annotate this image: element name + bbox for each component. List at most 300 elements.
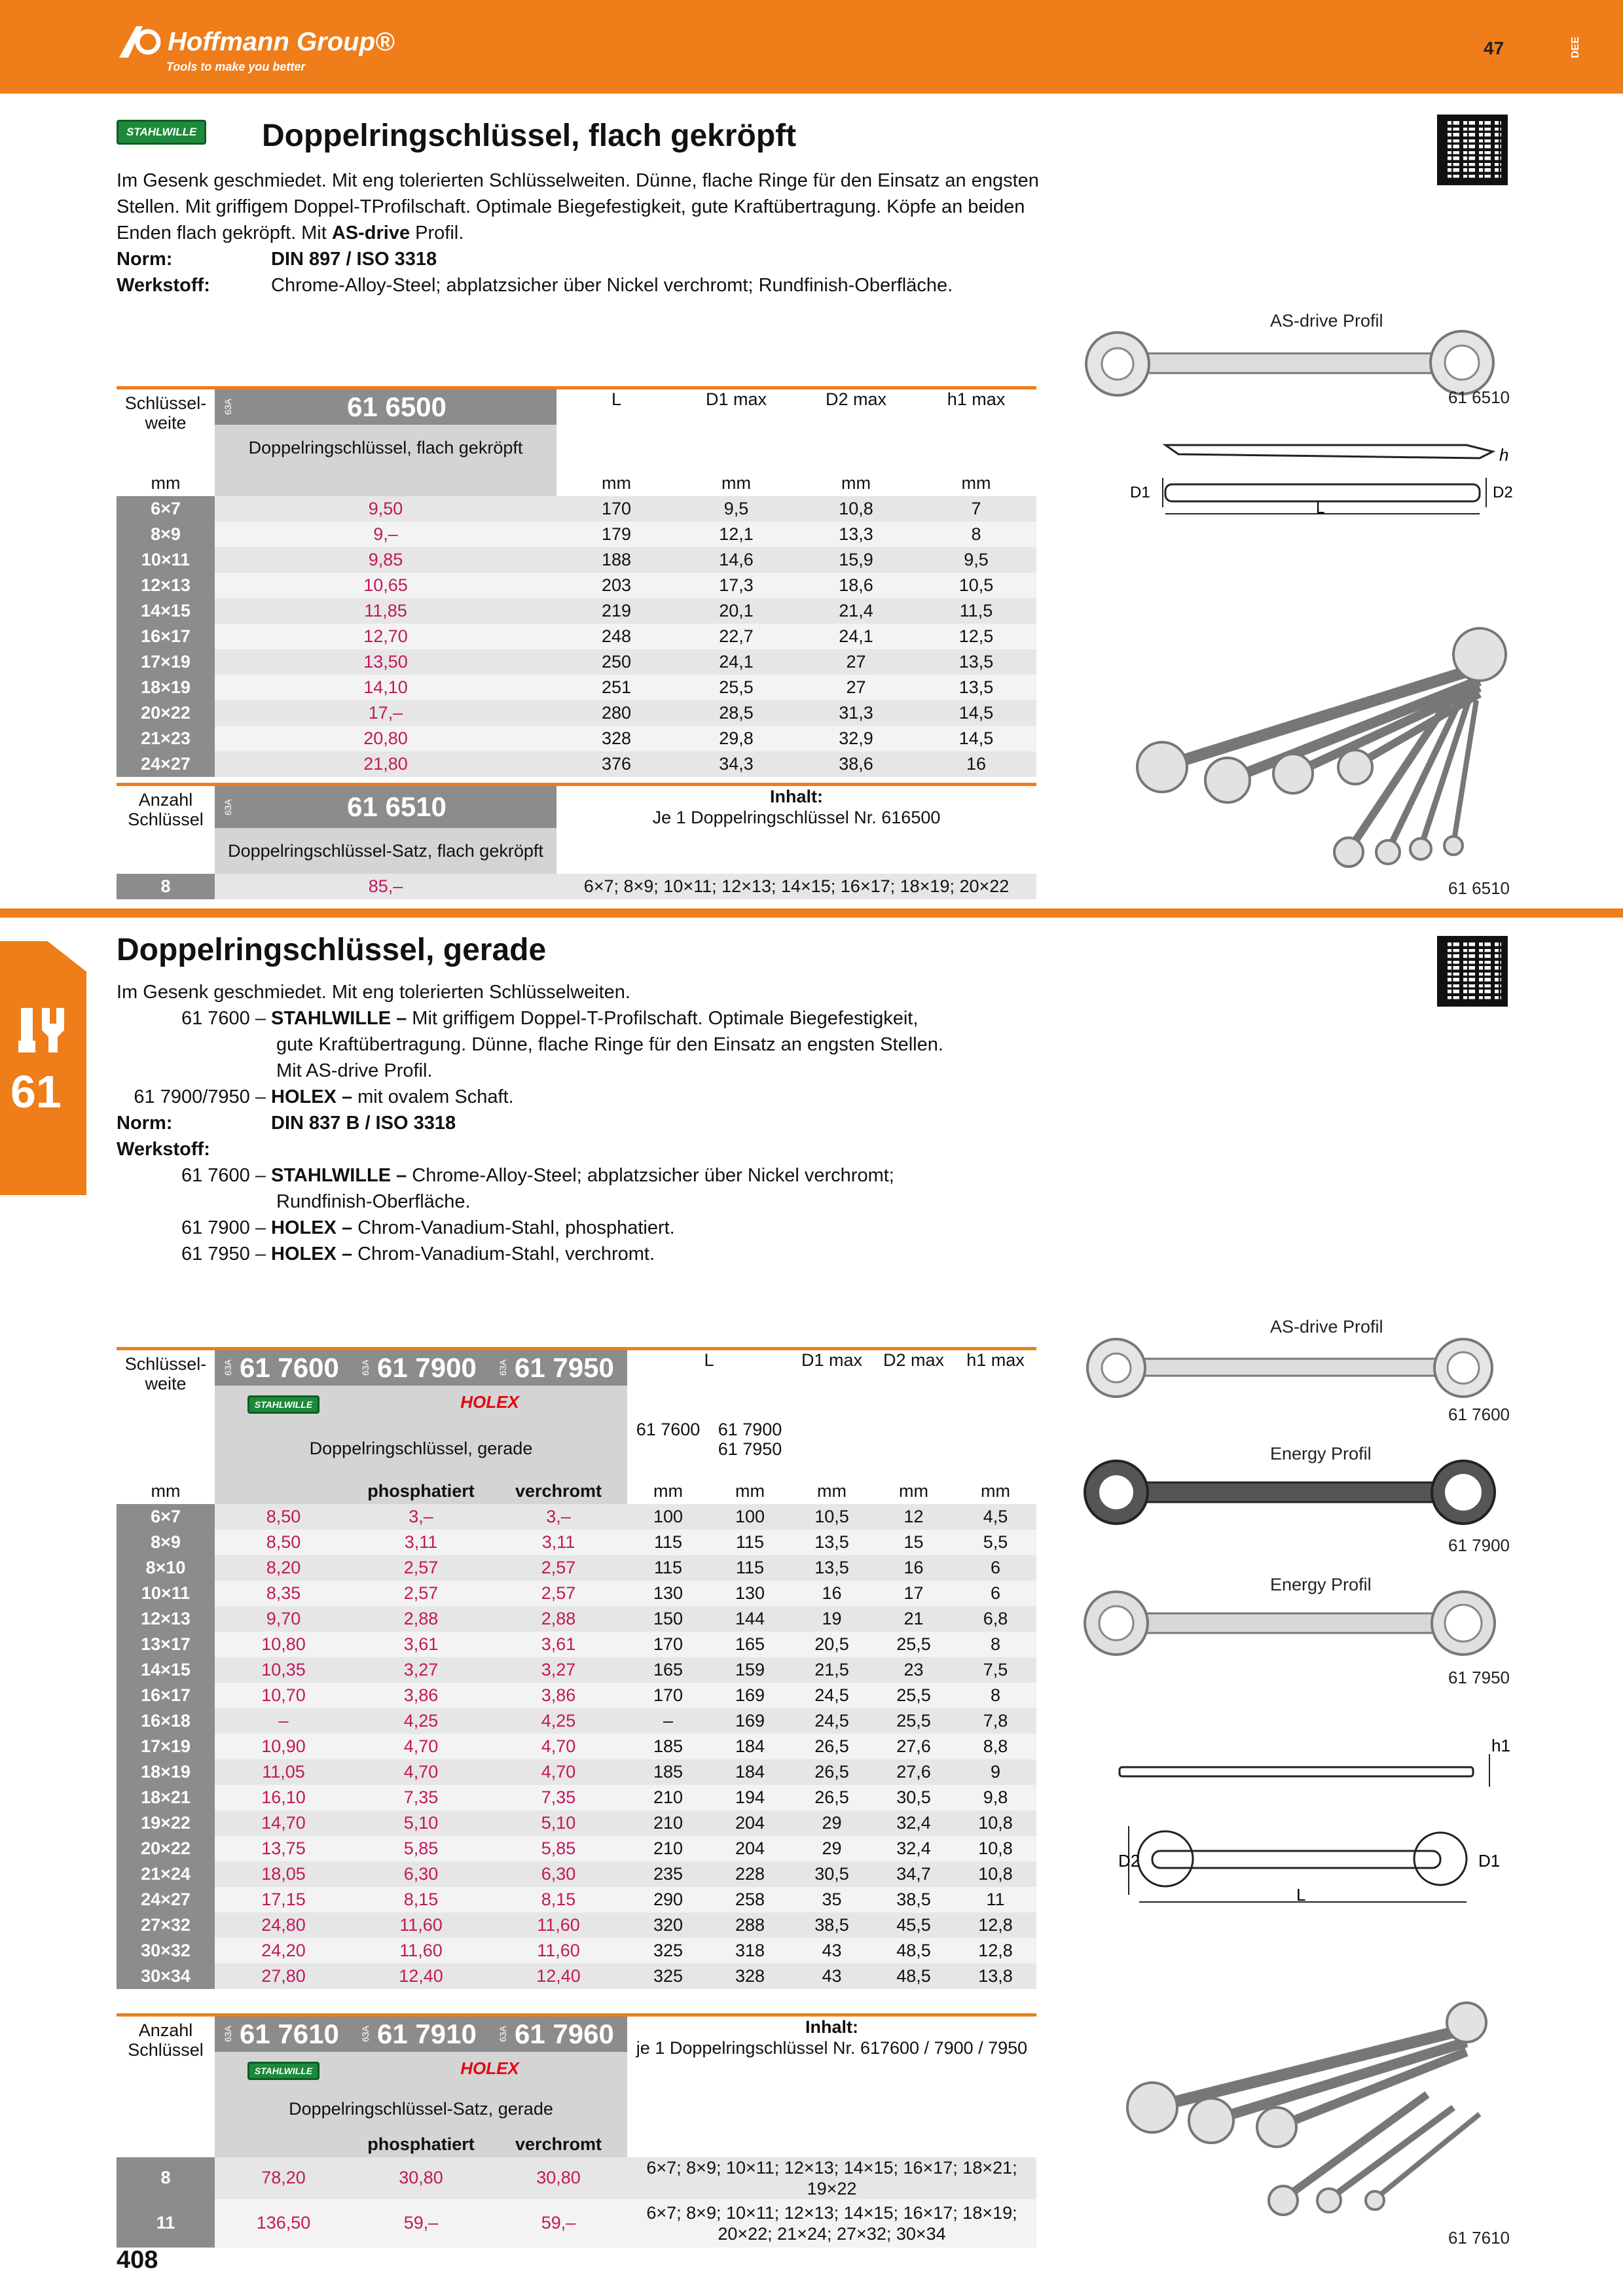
price-cell: 6,30: [490, 1861, 627, 1887]
price-cell: 10,90: [215, 1734, 352, 1759]
price-cell: 5,85: [352, 1836, 490, 1861]
price-cell: 14,70: [215, 1810, 352, 1836]
price-cell: 11,60: [490, 1912, 627, 1938]
table-cell: 16: [791, 1581, 873, 1606]
svg-text:D2: D2: [1118, 1851, 1140, 1871]
price-cell: 8,15: [352, 1887, 490, 1912]
table-cell: 115: [627, 1555, 709, 1581]
price-cell: 4,70: [352, 1759, 490, 1785]
table-row: [117, 700, 1036, 726]
table-cell: 184: [709, 1734, 791, 1759]
qr-code-icon[interactable]: [1437, 936, 1508, 1007]
hoffmann-logo-icon: [117, 24, 162, 60]
table-cell: 24,5: [791, 1683, 873, 1708]
svg-text:D1: D1: [1478, 1851, 1501, 1871]
size-cell: 19×22: [117, 1810, 215, 1836]
section2-table: Schlüssel- weite 63A 61 7600 63A 61 7900 63A 61 7950 L D1 max D2 max h1 max STAHLWILLE HOLEX Doppelringschlüssel, gerade 61 7600 61 7900 61 7950 mm phosphatiert verchromt mm mm mm mm mm 6×7 8,50 3,– 3,– 100 100 10,5 12 4,5 8×9 8,50 3,11 3,11 115 115 13,5 15 5,5 8×10 8,20 2,57 2,57 115 115 13,5 16 6 10×11 8,35 2,57 2,57 130 130 16 17 6 12×13 9,70 2,88 2,88 150 144 19 21 6,8 13×17 10,80 3,61 3,61 170 165 20,5 25,5 8 14×15 10,35 3,27 3,27 165 159 21,5 23 7,5 16×17 10,70 3,86 3,86 170 169 24,5 25,5 8 16×18 – 4,25 4,25 – 169 24,5 25,5 7,8 17×19 10,90 4,70 4,70 185 184 26,5 27,6 8,8 18×19 11,05 4,70 4,70 185 184 26,5 27,6 9 18×21 16,10 7,35 7,35 210 194 26,5 30,5 9,8 19×22 14,70 5,10 5,10 210 204 29 32,4 10,8 20×22 13,75 5,85 5,85 210 204 29 32,4 10,8 21×24 18,05 6,30 6,30 235 228 30,5 34,7 10,8 24×27 17,15 8,15 8,15 290 258 35 38,5 11 27×32 24,80 11,60 11,60 320 288 38,5 45,5 12,8 30×32 24,20 11,60 11,60 325 318 43 48,5 12,8 30×34 27,80 12,40 12,40 325 328 43 48,5 13,8: [117, 1347, 1036, 1989]
price-cell: 12,40: [490, 1964, 627, 1989]
table-cell: 235: [627, 1861, 709, 1887]
table-cell: 24,1: [676, 649, 796, 675]
table-row: [117, 2157, 1036, 2199]
price-cell: 4,25: [352, 1708, 490, 1734]
table-cell: 210: [627, 1785, 709, 1810]
size-cell: 17×19: [117, 649, 215, 675]
price-cell: 24,20: [215, 1938, 352, 1964]
table-cell: 24,1: [796, 624, 916, 649]
size-cell: 21×23: [117, 726, 215, 751]
section1-table: Schlüssel- weite 63A 61 6500 L D1 max D2 max h1 max Doppelringschlüssel, flach gekröpft mm mm mm mm mm 6×7 9,50 170 9,5 10,8 7 8×9 9,– 179 12,1 13,3 8 10×11 9,85 188 14,6 15,9 9,5 12×13 10,65 203 17,3 18,6 10,5 14×15 11,85 219 20,1 21,4 11,5 16×17 12,70 248 22,7 24,1 12,5 17×19 13,50 250 24,1 27 13,5 18×19 14,10 251 25,5 27 13,5 20×22 17,– 280 28,5 31,3 14,5 21×23 20,80 328 29,8 32,9 14,5 24×27 21,80 376 34,3 38,6 16: [117, 386, 1036, 777]
size-cell: 8×10: [117, 1555, 215, 1581]
table-cell: 38,5: [791, 1912, 873, 1938]
table-cell: 34,3: [676, 751, 796, 777]
table-cell: 34,7: [873, 1861, 955, 1887]
table-cell: –: [627, 1708, 709, 1734]
table-cell: 328: [556, 726, 676, 751]
description-line: [117, 1031, 1099, 1058]
table-cell: 328: [709, 1964, 791, 1989]
table-cell: 288: [709, 1912, 791, 1938]
table-cell: 25,5: [873, 1708, 955, 1734]
table-cell: 210: [627, 1836, 709, 1861]
table-cell: 14,5: [916, 700, 1036, 726]
price-cell: 3,–: [352, 1504, 490, 1530]
table-row: [117, 624, 1036, 649]
table-cell: 6,8: [955, 1606, 1036, 1632]
item-code: 61 7950 –: [181, 1244, 266, 1265]
table-cell: 10,8: [796, 496, 916, 522]
price-cell: 3,27: [352, 1657, 490, 1683]
table-cell: 4,5: [955, 1504, 1036, 1530]
size-cell: 14×15: [117, 1657, 215, 1683]
table-cell: 165: [627, 1657, 709, 1683]
item-code: 61 7900 –: [181, 1217, 266, 1238]
table-cell: 15,9: [796, 547, 916, 573]
price-cell: 18,05: [215, 1861, 352, 1887]
table-cell: 27: [796, 649, 916, 675]
table-cell: 8,8: [955, 1734, 1036, 1759]
table-row: [117, 1938, 1036, 1964]
table-cell: 169: [709, 1683, 791, 1708]
material-line: [117, 1162, 1099, 1189]
size-cell: 13×17: [117, 1632, 215, 1657]
table-cell: 43: [791, 1964, 873, 1989]
table-cell: 27: [796, 675, 916, 700]
svg-text:h: h: [1499, 445, 1509, 465]
item-brand: [271, 1060, 276, 1081]
table-cell: 115: [709, 1530, 791, 1555]
table-cell: 318: [709, 1938, 791, 1964]
table-cell: 5,5: [955, 1530, 1036, 1555]
price-cell: 59,–: [352, 2199, 490, 2248]
product-number: 61 6500: [347, 391, 447, 422]
size-cell: 17×19: [117, 1734, 215, 1759]
price-cell: 2,88: [352, 1606, 490, 1632]
table-row: [117, 1683, 1036, 1708]
table-cell: 219: [556, 598, 676, 624]
table-cell: 38,6: [796, 751, 916, 777]
price-cell: 4,70: [490, 1759, 627, 1785]
table-cell: 170: [556, 496, 676, 522]
table-cell: 26,5: [791, 1759, 873, 1785]
price-cell: 4,70: [352, 1734, 490, 1759]
size-cell: 10×11: [117, 1581, 215, 1606]
size-cell: 8×9: [117, 1530, 215, 1555]
price-cell: 11,05: [215, 1759, 352, 1785]
svg-text:L: L: [1296, 1885, 1306, 1905]
table-row: [117, 1964, 1036, 1989]
page-number-top: 47: [1484, 38, 1504, 58]
table-row: [117, 1836, 1036, 1861]
size-cell: 18×19: [117, 675, 215, 700]
size-cell: 16×18: [117, 1708, 215, 1734]
table-cell: 184: [709, 1759, 791, 1785]
qty-cell: 11: [117, 2199, 215, 2248]
price-cell: 12,40: [352, 1964, 490, 1989]
price-cell: 21,80: [215, 751, 556, 777]
price-cell: 2,57: [490, 1581, 627, 1606]
table-cell: 9,5: [916, 547, 1036, 573]
table-cell: 7,8: [955, 1708, 1036, 1734]
table-cell: 8: [916, 522, 1036, 547]
table-cell: 10,8: [955, 1861, 1036, 1887]
table-cell: 13,5: [916, 649, 1036, 675]
price-cell: 3,27: [490, 1657, 627, 1683]
table-cell: 228: [709, 1861, 791, 1887]
material-value: Chrome-Alloy-Steel; abplatzsicher über Nickel verchromt; Rundfinish-Oberfläche.: [271, 275, 953, 296]
table-row: [117, 496, 1036, 522]
price-cell: 5,85: [490, 1836, 627, 1861]
size-cell: 18×19: [117, 1759, 215, 1785]
price-cell: –: [215, 1708, 352, 1734]
svg-text:h1: h1: [1491, 1736, 1510, 1755]
table-cell: 320: [627, 1912, 709, 1938]
table-cell: 30,5: [873, 1785, 955, 1810]
size-cell: 21×24: [117, 1861, 215, 1887]
wrench-image: [1077, 1456, 1503, 1528]
brand-tagline: Tools to make you better: [166, 60, 306, 73]
item-code: 61 7600 –: [181, 1165, 266, 1186]
price-cell: 10,80: [215, 1632, 352, 1657]
table-cell: 28,5: [676, 700, 796, 726]
table-cell: 38,5: [873, 1887, 955, 1912]
table-row: [117, 2199, 1036, 2248]
table-cell: 170: [627, 1632, 709, 1657]
svg-text:L: L: [1316, 499, 1325, 517]
table-cell: 10,5: [791, 1504, 873, 1530]
table-cell: 17,3: [676, 573, 796, 598]
table-row: [117, 1504, 1036, 1530]
table-cell: 194: [709, 1785, 791, 1810]
price-cell: 2,57: [490, 1555, 627, 1581]
table-cell: 20,1: [676, 598, 796, 624]
page-number: 408: [117, 2246, 158, 2274]
table-cell: 12,8: [955, 1938, 1036, 1964]
table-cell: 12,8: [955, 1912, 1036, 1938]
section1-title: Doppelringschlüssel, flach gekröpft: [262, 118, 797, 153]
table-cell: 280: [556, 700, 676, 726]
wrench-set-image: [1113, 615, 1519, 877]
table-cell: 376: [556, 751, 676, 777]
table-cell: 7,5: [955, 1657, 1036, 1683]
size-cell: 24×27: [117, 1887, 215, 1912]
table-cell: 204: [709, 1836, 791, 1861]
table-cell: 12: [873, 1504, 955, 1530]
table-cell: 210: [627, 1810, 709, 1836]
table-row: [117, 1632, 1036, 1657]
item-code: 61 7600 –: [181, 1008, 266, 1029]
description-line: [117, 1058, 1099, 1084]
table-cell: 12,1: [676, 522, 796, 547]
table-cell: 32,9: [796, 726, 916, 751]
table-cell: 12,5: [916, 624, 1036, 649]
table-row: [117, 1657, 1036, 1683]
table-cell: 115: [709, 1555, 791, 1581]
wrench-image: [1077, 1335, 1503, 1401]
item-brand: STAHLWILLE –: [271, 1165, 407, 1186]
language-code: DEE: [1570, 37, 1581, 58]
table-cell: 29,8: [676, 726, 796, 751]
table-row: [117, 1581, 1036, 1606]
table-cell: 25,5: [873, 1632, 955, 1657]
item-text: mit ovalem Schaft.: [357, 1086, 514, 1107]
item-text: Mit AS-drive Profil.: [276, 1060, 433, 1081]
price-cell: 136,50: [215, 2199, 352, 2248]
price-cell: 8,50: [215, 1504, 352, 1530]
material-line: [117, 1241, 1099, 1267]
table-cell: 7: [916, 496, 1036, 522]
table-cell: 21,4: [796, 598, 916, 624]
table-cell: 290: [627, 1887, 709, 1912]
price-cell: 59,–: [490, 2199, 627, 2248]
table-cell: 6: [955, 1555, 1036, 1581]
price-cell: 27,80: [215, 1964, 352, 1989]
table-cell: 13,8: [955, 1964, 1036, 1989]
size-cell: 12×13: [117, 1606, 215, 1632]
qty-cell: 8: [117, 2157, 215, 2199]
price-cell: 3,61: [352, 1632, 490, 1657]
table-cell: 325: [627, 1964, 709, 1989]
table-cell: 24,5: [791, 1708, 873, 1734]
item-brand: STAHLWILLE –: [271, 1008, 407, 1029]
table-cell: 21,5: [791, 1657, 873, 1683]
table-cell: 31,3: [796, 700, 916, 726]
table-cell: 26,5: [791, 1785, 873, 1810]
table-cell: 43: [791, 1938, 873, 1964]
table-row: [117, 1734, 1036, 1759]
wrench-category-icon: [16, 1001, 71, 1056]
item-text: gute Kraftübertragung. Dünne, flache Ringe für den Einsatz an engsten Stellen.: [276, 1034, 943, 1055]
section2-set-table: Anzahl Schlüssel 63A 61 7610 63A 61 7910 63A 61 7960 Inhalt: je 1 Doppelringschlüssel Nr. 617600 / 7900 / 7950 STAHLWILLE HOLEX Doppelringschlüssel-Satz, gerade phosphatiert verchromt 8 78,20 30,80 30,80 6×7; 8×9; 10×11; 12×13; 14×15; 16×17; 18×21; 19×22 11 136,50 59,– 59,– 6×7; 8×9; 10×11; 12×13; 14×15; 16×17; 18×19; 20×22; 21×24; 27×32; 30×34: [117, 2013, 1036, 2248]
table-cell: 165: [709, 1632, 791, 1657]
table-cell: 100: [709, 1504, 791, 1530]
item-code: 61 7900/7950 –: [134, 1086, 266, 1107]
price-cell: 9,85: [215, 547, 556, 573]
price-cell: 14,10: [215, 675, 556, 700]
chapter-number: 61: [10, 1066, 62, 1117]
table-cell: 16: [873, 1555, 955, 1581]
description-line: [117, 1005, 1099, 1031]
wrench-set-image: [1113, 1990, 1519, 2225]
table-cell: 26,5: [791, 1734, 873, 1759]
stahlwille-badge: STAHLWILLE: [247, 1395, 319, 1414]
size-cell: 20×22: [117, 1836, 215, 1861]
price-cell: 11,60: [352, 1912, 490, 1938]
table-cell: 22,7: [676, 624, 796, 649]
size-cell: 20×22: [117, 700, 215, 726]
stahlwille-badge: STAHLWILLE: [247, 2062, 319, 2080]
table-cell: 130: [709, 1581, 791, 1606]
size-cell: 27×32: [117, 1912, 215, 1938]
table-cell: 185: [627, 1759, 709, 1785]
price-cell: 10,35: [215, 1657, 352, 1683]
item-text: Mit griffigem Doppel-T-Profilschaft. Optimale Biegefestigkeit,: [412, 1008, 919, 1029]
item-text: Chrom-Vanadium-Stahl, phosphatiert.: [357, 1217, 675, 1238]
table-cell: 21: [873, 1606, 955, 1632]
brand-name: Hoffmann Group®: [168, 27, 395, 56]
price-cell: 16,10: [215, 1785, 352, 1810]
table-row: [117, 649, 1036, 675]
table-cell: 10,5: [916, 573, 1036, 598]
material-line: [117, 1215, 1099, 1241]
price-cell: 3,61: [490, 1632, 627, 1657]
price-cell: 17,–: [215, 700, 556, 726]
price-cell: 9,–: [215, 522, 556, 547]
item-text: Chrome-Alloy-Steel; abplatzsicher über Nickel verchromt;: [412, 1165, 894, 1186]
section1-description: Im Gesenk geschmiedet. Mit eng tolerierten Schlüsselweiten. Dünne, flache Ringe für den Einsatz an engsten Stellen. Mit griffigem Doppel-TProfilschaft. Optimale Biegefestigkeit, gute Kraftübertragung. Köpfe an beiden Enden flach gekröpft. Mit AS-drive Profil. Norm: DIN 897 / ISO 3318 Werkstoff: Chrome-Alloy-Steel; abplatzsicher über Nickel verchromt; Rundfinish-Oberfläche.: [117, 168, 1099, 298]
size-cell: 16×17: [117, 624, 215, 649]
table-row: [117, 598, 1036, 624]
price-cell: 13,75: [215, 1836, 352, 1861]
description-line: [117, 1084, 1099, 1110]
table-cell: 325: [627, 1938, 709, 1964]
price-cell: 24,80: [215, 1912, 352, 1938]
table-cell: 251: [556, 675, 676, 700]
table-cell: 25,5: [676, 675, 796, 700]
price-cell: 8,15: [490, 1887, 627, 1912]
price-cell: 4,70: [490, 1734, 627, 1759]
price-cell: 12,70: [215, 624, 556, 649]
table-row: [117, 751, 1036, 777]
table-row: [117, 1912, 1036, 1938]
material-line: [117, 1189, 1099, 1215]
table-cell: 30,5: [791, 1861, 873, 1887]
price-cell: 78,20: [215, 2157, 352, 2199]
table-cell: 11,5: [916, 598, 1036, 624]
table-cell: 32,4: [873, 1810, 955, 1836]
price-cell: 3,11: [490, 1530, 627, 1555]
price-cell: 3,86: [352, 1683, 490, 1708]
size-cell: 30×34: [117, 1964, 215, 1989]
wrench-image: [1077, 1587, 1503, 1659]
table-cell: 204: [709, 1810, 791, 1836]
price-cell: 9,50: [215, 496, 556, 522]
table-cell: 188: [556, 547, 676, 573]
price-cell: 4,25: [490, 1708, 627, 1734]
price-cell: 6,30: [352, 1861, 490, 1887]
size-cell: 18×21: [117, 1785, 215, 1810]
table-row: [117, 573, 1036, 598]
qr-code-icon[interactable]: [1437, 115, 1508, 185]
item-brand: HOLEX –: [271, 1086, 353, 1107]
table-cell: 170: [627, 1683, 709, 1708]
table-cell: 23: [873, 1657, 955, 1683]
price-cell: 2,57: [352, 1581, 490, 1606]
table-cell: 15: [873, 1530, 955, 1555]
stahlwille-badge: STAHLWILLE: [117, 120, 206, 145]
price-cell: 3,–: [490, 1504, 627, 1530]
section2-title: Doppelringschlüssel, gerade: [117, 933, 547, 967]
table-row: [117, 522, 1036, 547]
table-cell: 17: [873, 1581, 955, 1606]
price-cell: 11,60: [490, 1938, 627, 1964]
size-cell: 12×13: [117, 573, 215, 598]
table-cell: 258: [709, 1887, 791, 1912]
price-cell: 30,80: [490, 2157, 627, 2199]
table-row: [117, 1530, 1036, 1555]
price-cell: 11,85: [215, 598, 556, 624]
price-cell: 10,70: [215, 1683, 352, 1708]
table-cell: 13,5: [791, 1530, 873, 1555]
price-cell: 2,57: [352, 1555, 490, 1581]
size-cell: 14×15: [117, 598, 215, 624]
size-cell: 24×27: [117, 751, 215, 777]
table-row: [117, 547, 1036, 573]
table-cell: 16: [916, 751, 1036, 777]
table-cell: 48,5: [873, 1938, 955, 1964]
price-cell: 9,70: [215, 1606, 352, 1632]
table-cell: 20,5: [791, 1632, 873, 1657]
table-cell: 10,8: [955, 1810, 1036, 1836]
table-cell: 14,6: [676, 547, 796, 573]
price-cell: 20,80: [215, 726, 556, 751]
table-cell: 27,6: [873, 1734, 955, 1759]
table-row: [117, 1810, 1036, 1836]
wrench-image: [1077, 327, 1503, 399]
price-cell: 10,65: [215, 573, 556, 598]
table-cell: 9,8: [955, 1785, 1036, 1810]
section-divider: [0, 908, 1623, 918]
table-cell: 100: [627, 1504, 709, 1530]
price-cell: 8,35: [215, 1581, 352, 1606]
dimension-drawing: [1126, 432, 1519, 530]
table-cell: 13,5: [916, 675, 1036, 700]
table-cell: 6: [955, 1581, 1036, 1606]
size-cell: 30×32: [117, 1938, 215, 1964]
table-cell: 8: [955, 1683, 1036, 1708]
table-row: [117, 1555, 1036, 1581]
table-row: [117, 1606, 1036, 1632]
table-row: [117, 726, 1036, 751]
table-cell: 185: [627, 1734, 709, 1759]
table-cell: 18,6: [796, 573, 916, 598]
size-cell: 10×11: [117, 547, 215, 573]
table-cell: 9,5: [676, 496, 796, 522]
table-row: [117, 1759, 1036, 1785]
item-text: Rundfinish-Oberfläche.: [276, 1191, 471, 1212]
price-cell: 8,50: [215, 1530, 352, 1555]
price-cell: 11,60: [352, 1938, 490, 1964]
table-cell: 150: [627, 1606, 709, 1632]
table-cell: 48,5: [873, 1964, 955, 1989]
table-row: [117, 1887, 1036, 1912]
table-cell: 250: [556, 649, 676, 675]
price-cell: 8,20: [215, 1555, 352, 1581]
table-cell: 45,5: [873, 1912, 955, 1938]
table-cell: 8: [955, 1632, 1036, 1657]
table-cell: 144: [709, 1606, 791, 1632]
table-cell: 130: [627, 1581, 709, 1606]
contents-cell: 6×7; 8×9; 10×11; 12×13; 14×15; 16×17; 18×19; 20×22; 21×24; 27×32; 30×34: [627, 2199, 1036, 2248]
